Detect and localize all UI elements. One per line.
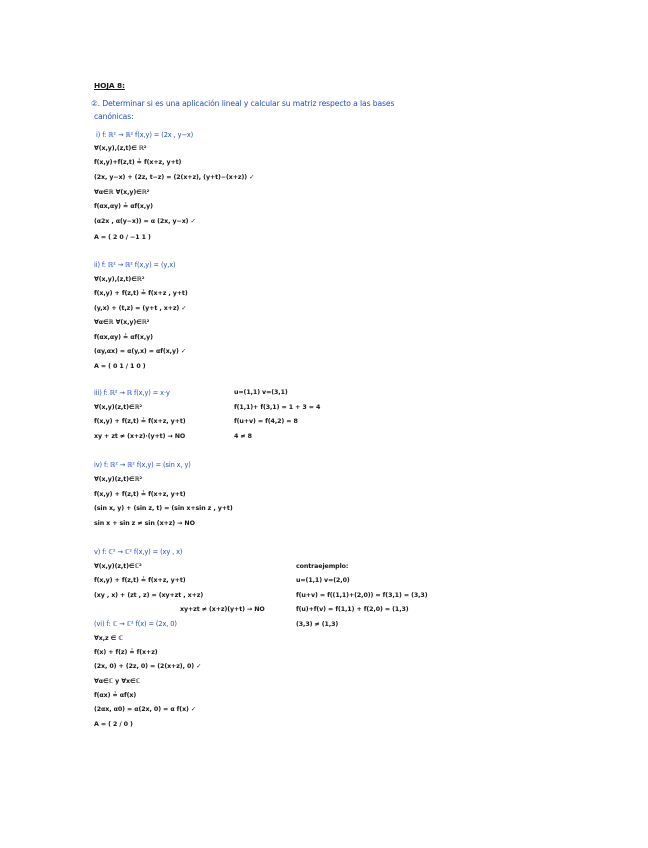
section-iii-counter-line: 4 ≠ 8	[234, 433, 252, 440]
section-iv-line: f(x,y) + f(z,t) ≟ f(x+z, y+t)	[94, 491, 186, 498]
section-v-line: (xy , x) + (zt , z) = (xy+zt , x+z)	[94, 592, 204, 599]
counterexample-line: f(u)+f(v) = f(1,1) + f(2,0) = (1,3)	[296, 606, 409, 613]
section-vi-matrix: A = ( 2 / 0 )	[94, 721, 133, 728]
section-ii-line: (y,x) + (t,z) = (y+t , x+z) ✓	[94, 305, 187, 312]
section-i-heading: i) f: ℝ² → ℝ² f(x,y) = (2x , y−x)	[96, 131, 194, 139]
question-statement-cont: canónicas:	[94, 112, 134, 121]
section-iii-line: ∀(x,y)(z,t)∈ℝ²	[94, 404, 143, 411]
question-statement: ②. Determinar si es una aplicación lineal y calcular su matriz respecto a las bases	[91, 99, 395, 108]
section-i-line: (α2x , α(y−x)) = α (2x, y−x) ✓	[94, 218, 196, 225]
counterexample-line: u=(1,1) v=(2,0)	[296, 577, 350, 584]
section-vi-line: f(αx) ≟ αf(x)	[94, 692, 137, 699]
section-i-line: (2x, y−x) + (2z, t−z) = (2(x+z), (y+t)−(x+z)) ✓	[94, 174, 255, 181]
section-vi-line: f(x) + f(z) ≟ f(x+z)	[94, 649, 158, 656]
section-vi-line: ∀α∈ℂ y ∀x∈ℂ	[94, 678, 141, 685]
counterexample-line: (3,3) ≠ (1,3)	[296, 621, 339, 628]
section-v-line: f(x,y) + f(z,t) ≟ f(x+z, y+t)	[94, 577, 186, 584]
section-vi-line: (2x, 0) + (2z, 0) = (2(x+z), 0) ✓	[94, 663, 202, 670]
section-iii-line: f(x,y) + f(z,t) ≟ f(x+z, y+t)	[94, 418, 186, 425]
section-iii-vectors: u=(1,1) v=(3,1)	[234, 389, 288, 396]
section-ii-matrix: A = ( 0 1 / 1 0 )	[94, 363, 146, 370]
section-ii-line: ∀(x,y),(z,t)∈ℝ²	[94, 276, 145, 283]
section-ii-line: f(αx,αy) ≟ αf(x,y)	[94, 334, 153, 341]
section-iii-counter-line: f(u+v) = f(4,2) = 8	[234, 418, 298, 425]
section-ii-heading: ii) f: ℝ² → ℝ² f(x,y) = (y,x)	[94, 261, 176, 269]
section-i-line: f(x,y)+f(z,t) ≟ f(x+z, y+t)	[94, 159, 182, 166]
section-iii-heading: iii) f: ℝ² → ℝ f(x,y) = x·y	[94, 389, 170, 397]
section-i-line: ∀(x,y),(z,t)∈ ℝ²	[94, 145, 147, 152]
section-iv-line: (sin x, y) + (sin z, t) = (sin x+sin z , y+t)	[94, 505, 233, 512]
section-iii-counter-line: f(1,1)+ f(3,1) = 1 + 3 = 4	[234, 404, 321, 411]
page-title: HOJA 8:	[94, 81, 125, 90]
section-iii-line: xy + zt ≠ (x+z)·(y+t) → NO	[94, 433, 186, 440]
section-v-line: xy+zt ≠ (x+z)(y+t) → NO	[180, 606, 265, 613]
counterexample-title: contraejemplo:	[296, 563, 349, 570]
section-iv-line: ∀(x,y)(z,t)∈ℝ²	[94, 476, 143, 483]
section-i-line: ∀α∈ℝ ∀(x,y)∈ℝ²	[94, 189, 150, 196]
counterexample-line: f(u+v) = f((1,1)+(2,0)) = f(3,1) = (3,3)	[296, 592, 428, 599]
section-v-heading: v) f: ℂ² → ℂ² f(x,y) = (xy , x)	[94, 548, 183, 556]
section-iv-heading: iv) f: ℝ² → ℝ² f(x,y) = (sin x, y)	[94, 461, 191, 469]
section-vi-heading: (vi) f: ℂ → ℂ² f(x) = (2x, 0)	[94, 620, 177, 628]
section-ii-line: f(x,y) + f(z,t) ≟ f(x+z , y+t)	[94, 290, 188, 297]
section-v-line: ∀(x,y)(z,t)∈ℂ²	[94, 563, 142, 570]
section-vi-line: (2αx, α0) = α(2x, 0) = α f(x) ✓	[94, 706, 197, 713]
section-ii-line: ∀α∈ℝ ∀(x,y)∈ℝ²	[94, 319, 150, 326]
section-vi-line: ∀x,z ∈ ℂ	[94, 635, 123, 642]
section-i-line: f(αx,αy) ≟ αf(x,y)	[94, 203, 153, 210]
section-ii-line: (αy,αx) = α(y,x) = αf(x,y) ✓	[94, 348, 186, 355]
section-i-matrix: A = ( 2 0 / −1 1 )	[94, 234, 151, 241]
section-iv-line: sin x + sin z ≠ sin (x+z) → NO	[94, 520, 195, 527]
